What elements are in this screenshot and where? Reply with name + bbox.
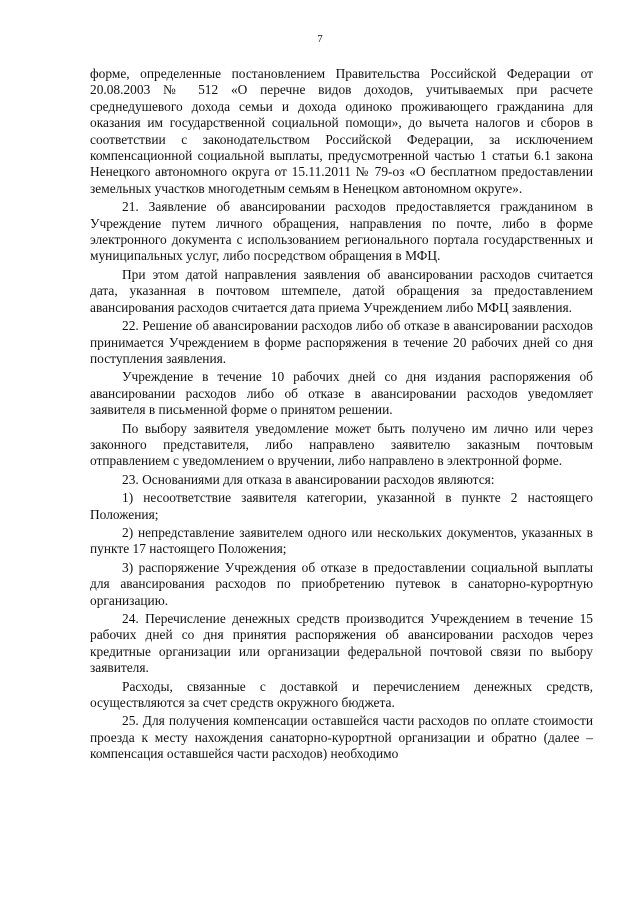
paragraph: По выбору заявителя уведомление может быть получено им лично или через законного представителя, либо направлено заявителю заказным почтовым отправлением с уведомлением о вручении, либо направлено в электронной форме. xyxy=(90,420,593,469)
paragraph: 2) непредставление заявителем одного или нескольких документов, указанных в пункте 17 настоящего Положения; xyxy=(90,524,593,557)
paragraph: 25. Для получения компенсации оставшейся части расходов по оплате стоимости проезда к месту нахождения санаторно-курортной организации и обратно (далее – компенсация оставшейся части расходов) необходимо xyxy=(90,713,593,762)
paragraph: Расходы, связанные с доставкой и перечислением денежных средств, осуществляются за счет средств окружного бюджета. xyxy=(90,678,593,711)
paragraph: При этом датой направления заявления об авансировании расходов считается дата, указанная в почтовом штемпеле, датой обращения за предоставлением авансирования расходов считается дата приема Учреждением либо МФЦ заявления. xyxy=(90,266,593,315)
paragraph: 1) несоответствие заявителя категории, указанной в пункте 2 настоящего Положения; xyxy=(90,490,593,522)
paragraph: 24. Перечисление денежных средств производится Учреждением в течение 15 рабочих дней со дня принятия распоряжения об авансировании расходов через кредитные организации или организации федеральной почтовой связи по выбору заявителя. xyxy=(90,611,593,676)
document-body xyxy=(90,66,593,765)
paragraph: 23. Основаниями для отказа в авансировании расходов являются: xyxy=(122,471,495,487)
paragraph: 21. Заявление об авансировании расходов предоставляется гражданином в Учреждение путем личного обращения, направления по почте, либо в форме электронного документа с использованием регионального портала государственных и муниципальных услуг, либо посредством обращения в МФЦ. xyxy=(90,199,593,264)
paragraph: 3) распоряжение Учреждения об отказе в предоставлении социальной выплаты для авансирования расходов по приобретению путевок в санаторно-курортную организацию. xyxy=(90,559,593,608)
page-number: 7 xyxy=(317,33,323,45)
paragraph: 22. Решение об авансировании расходов либо об отказе в авансировании расходов принимается Учреждением в форме распоряжения в течение 20 рабочих дней со дня поступления заявления. xyxy=(90,318,593,366)
paragraph: форме, определенные постановлением Правительства Российской Федерации от 20.08.2003 № 512 «О перечне видов доходов, учитываемых при расчете среднедушевого дохода семьи и дохода одиноко проживающего гражданина для оказания им государственной социальной помощи», до вычета налогов и сборов в соответствии с законодательством Российской Федерации, за исключением компенсационной социальной выплаты, предусмотренной частью 1 статьи 6.1 закона Ненецкого автономного округа от 15.11.2011 № 79-оз «О бесплатном предоставлении земельных участков многодетным семьям в Ненецком автономном округе». xyxy=(90,66,593,196)
paragraph: Учреждение в течение 10 рабочих дней со дня издания распоряжения об авансировании расходов либо об отказе в авансировании расходов уведомляет заявителя в письменной форме о принятом решении. xyxy=(90,369,593,418)
